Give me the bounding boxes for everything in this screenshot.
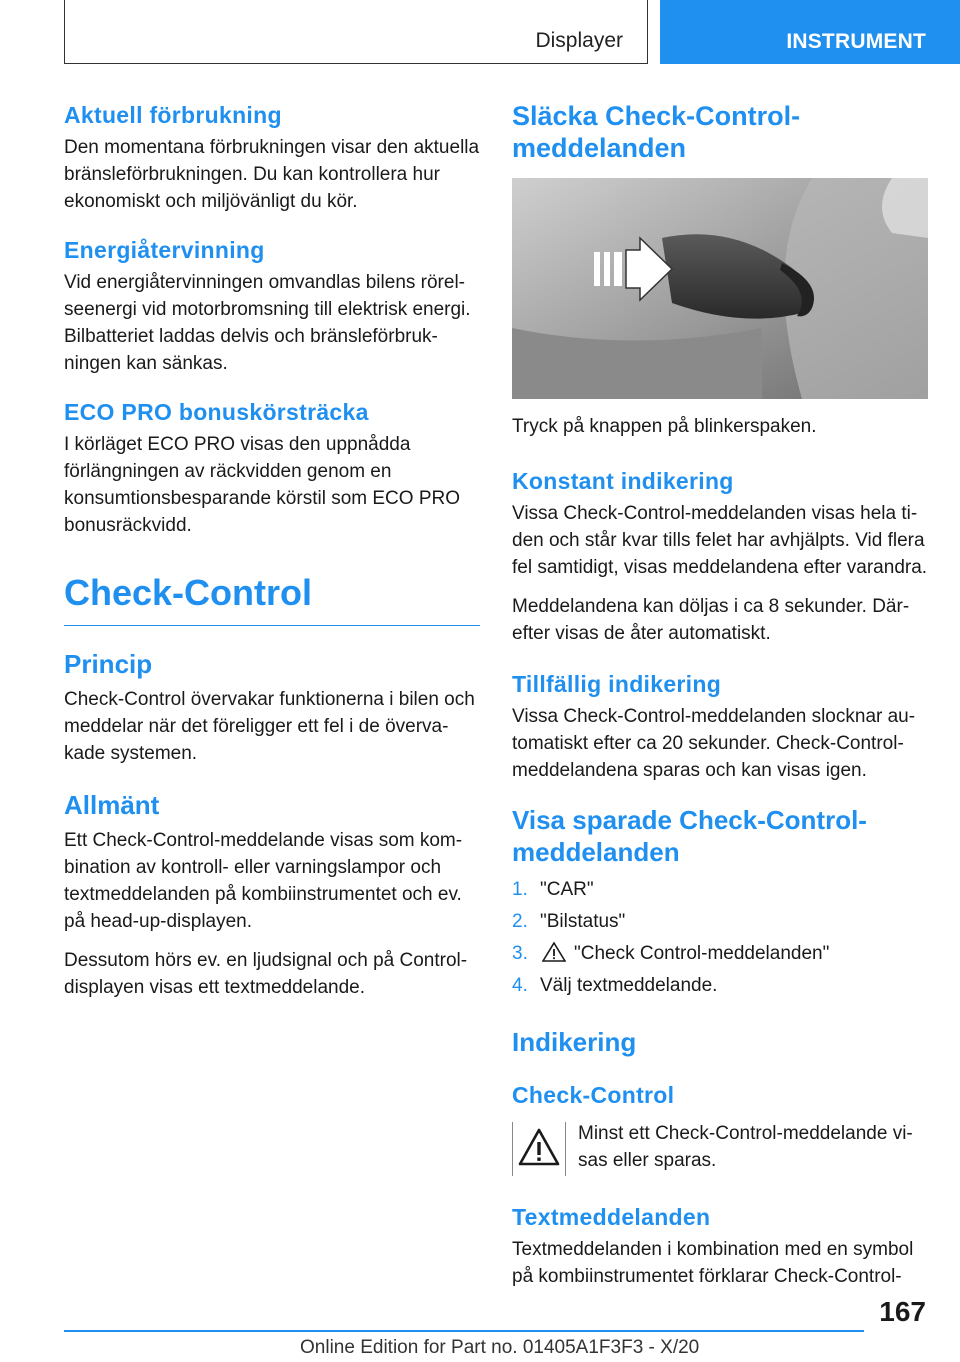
page-number: 167 <box>879 1296 926 1327</box>
turn-signal-lever-photo <box>512 178 928 399</box>
heading-konstant: Konstant indikering <box>512 468 734 494</box>
text-aktuell: Den momentana förbrukningen visar den aktuella bränsleförbrukningen. Du kan kontrollera hur ekonomiskt och miljövänligt du kör. <box>64 137 480 212</box>
step-item: 1. "CAR" <box>512 879 594 900</box>
text-tillfallig: Vissa Check-Control-meddelanden slocknar automatiskt efter ca 20 sekunder. Check-Control-meddelandena sparas och kan visas igen. <box>512 706 916 781</box>
heading-aktuell: Aktuell förbrukning <box>64 102 282 128</box>
text-textmeddelanden: Textmeddelanden i kombination med en symbol på kombiinstrumentet förklarar Check-Control- <box>512 1239 914 1287</box>
heading-eco: ECO PRO bonuskörsträcka <box>64 399 369 425</box>
right-column <box>512 100 928 1302</box>
step-item: 4. Välj textmeddelande. <box>512 975 718 996</box>
header-section-label: Displayer <box>535 29 623 52</box>
header-chapter-label: INSTRUMENT <box>786 30 926 53</box>
heading-textmeddelanden: Textmeddelanden <box>512 1204 711 1230</box>
warning-triangle-icon <box>513 1122 565 1174</box>
heading-tillfallig: Tillfällig indikering <box>512 671 722 697</box>
text-allmant-2: Dessutom hörs ev. en ljudsignal och på Control-displayen visas ett textmeddelande. <box>64 950 468 998</box>
heading-indikering: Indikering <box>512 1027 637 1057</box>
heading-energi: Energiåtervinning <box>64 237 265 263</box>
heading-allmant: Allmänt <box>64 790 160 820</box>
warning-symbol-box <box>512 1122 566 1176</box>
text-allmant-1: Ett Check-Control-meddelande visas som kombination av kontroll- eller varningslampor och textmeddelanden på kombiinstrumentet och ev. på head-up-displayen. <box>64 830 463 932</box>
text-eco: I körläget ECO PRO visas den uppnådda förlängningen av räckvidden genom en konsumtionsbesparande körstil som ECO PRO bonusräckvidd. <box>64 434 460 536</box>
steps-list <box>512 874 928 1002</box>
header-section-box <box>64 0 648 64</box>
text-princip: Check-Control övervakar funktionerna i bilen och meddelar när det föreligger ett fel i de övervakade systemen. <box>64 689 475 764</box>
symbol-text: Minst ett Check-Control-meddelande visas eller sparas. <box>578 1123 913 1171</box>
heading-check-control: Check-Control <box>512 1082 675 1108</box>
heading-princip: Princip <box>64 649 153 679</box>
text-konstant-1: Vissa Check-Control-meddelanden visas hela tiden och står kvar tills felet har avhjälpts. Vid flera fel samtidigt, visas meddelandena efter varandra. <box>512 503 928 578</box>
left-column <box>64 100 480 1013</box>
heading-visa: Visa sparade Check-Control-meddelanden <box>512 805 867 867</box>
footer-edition: Online Edition for Part no. 01405A1F3F3 - X/20 <box>300 1337 700 1358</box>
warning-triangle-icon <box>542 942 566 962</box>
step-item: 2. "Bilstatus" <box>512 911 626 932</box>
text-energi: Vid energiåtervinningen omvandlas bilens rörelseenergi vid motorbromsning till elektrisk energi. Bilbatteriet laddas delvis och bränsleförbrukningen kan sänkas. <box>64 272 471 374</box>
footer-rule <box>64 1330 864 1332</box>
heading-slacka: Släcka Check-Control-meddelanden <box>512 101 801 163</box>
step-item: 3. "Check Control-meddelanden" <box>512 943 830 964</box>
header-chapter-tab <box>660 0 960 64</box>
chapter-title: Check-Control <box>64 571 480 626</box>
symbol-row <box>512 1120 928 1180</box>
text-konstant-2: Meddelandena kan döljas i ca 8 sekunder. Därefter visas de åter automatiskt. <box>512 596 910 644</box>
photo-caption: Tryck på knappen på blinkerspaken. <box>512 416 817 437</box>
